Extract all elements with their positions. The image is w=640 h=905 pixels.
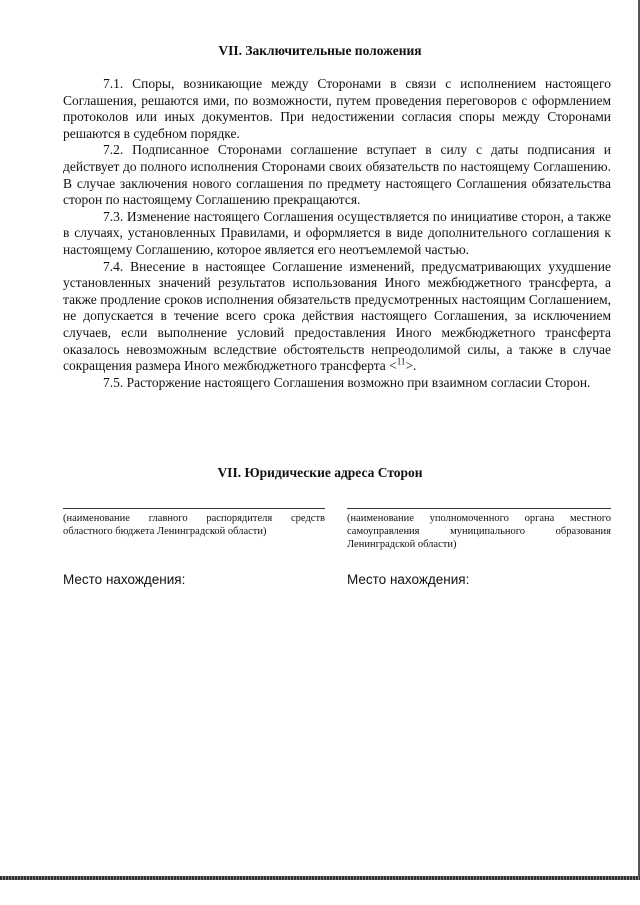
final-provisions-body [63, 76, 611, 391]
left-party-caption: (наименование главного распорядителя средств областного бюджета Ленинградской области) [63, 513, 325, 537]
paragraph-7-4-text: 7.4. Внесение в настоящее Соглашение изменений, предусматривающих ухудшение установленных значений результатов использования Иного межбюджетного трансферта, а также продление сроков исполнения обязательств предусмотренных настоящим Соглашением, не допускается в течение всего срока действия настоящего Соглашения, за исключением случаев, если выполнение условий предоставления Иного межбюджетного трансферта оказалось невозможным вследствие обстоятельств непреодолимой силы, а также в случае сокращения размера Иного межбюджетного трансферта < [63, 258, 611, 374]
section-title-final-provisions: VII. Заключительные положения [218, 43, 422, 58]
left-signature-line [63, 508, 325, 509]
footnote-marker: 11 [396, 356, 406, 367]
paragraph-7-4-tail: >. [405, 358, 417, 374]
paragraph-7-4 [63, 259, 611, 375]
paragraph-7-3: 7.3. Изменение настоящего Соглашения осуществляется по инициативе сторон, а также в случаях, установленных Правилами, и оформляется в виде дополнительного соглашения к настоящему Соглашению, которое является его неотъемлемой частью. [63, 208, 611, 257]
right-location-label: Место нахождения: [347, 572, 470, 587]
paragraph-7-2: 7.2. Подписанное Сторонами соглашение вступает в силу с даты подписания и действует до полного исполнения Сторонами своих обязательств по настоящему Соглашению. В случае заключения нового соглашения по предмету настоящего Соглашения обязательства сторон по настоящему Соглашению прекращаются. [63, 142, 611, 208]
right-signature-line [347, 508, 611, 509]
paragraph-7-1: 7.1. Споры, возникающие между Сторонами в связи с исполнением настоящего Соглашения, решаются ими, по возможности, путем проведения переговоров с оформлением протоколов или иных документов. При недостижении согласия споры между Сторонами решаются в судебном порядке. [63, 76, 611, 141]
section-title-legal-addresses: VII. Юридические адреса Сторон [217, 465, 423, 480]
left-location-label: Место нахождения: [63, 572, 186, 587]
paragraph-7-5: 7.5. Расторжение настоящего Соглашения возможно при взаимном согласии Сторон. [103, 374, 591, 390]
scan-edge-bottom [0, 876, 640, 880]
right-party-caption: (наименование уполномоченного органа местного самоуправления муниципального образования Ленинградской области) [347, 513, 611, 550]
